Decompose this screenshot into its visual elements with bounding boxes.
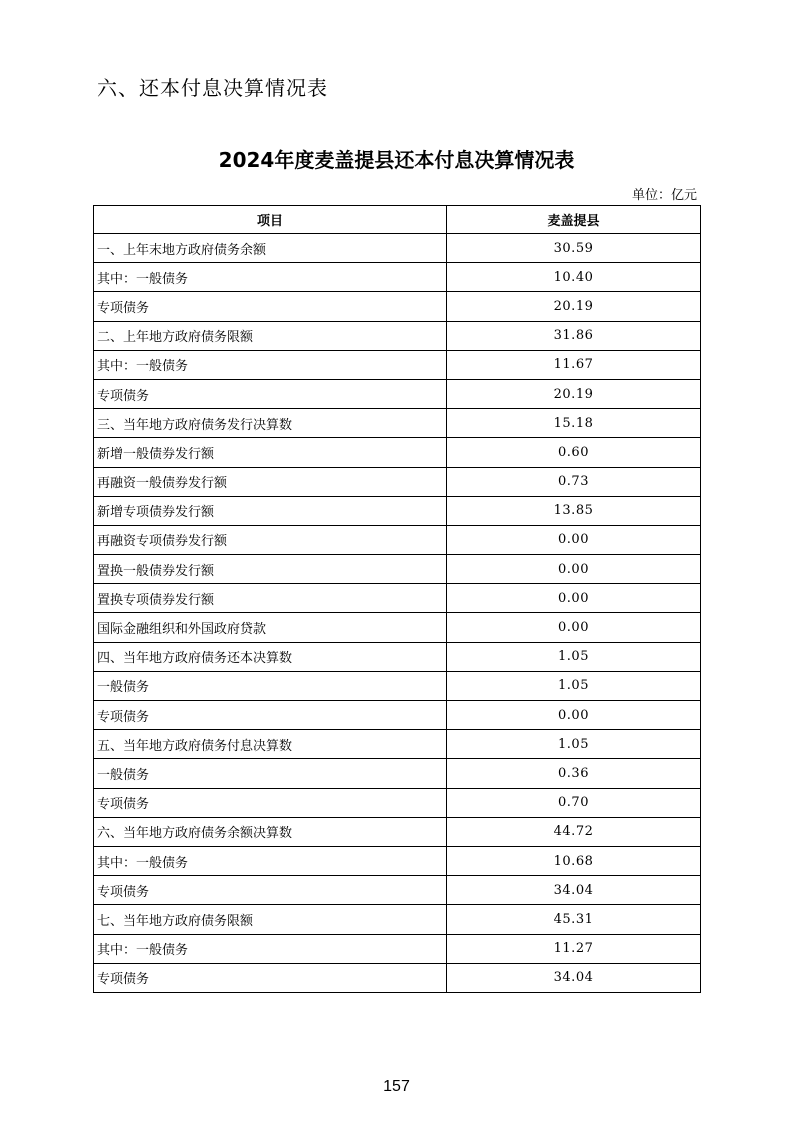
row-value: 13.85: [447, 496, 701, 525]
row-value: 0.73: [447, 467, 701, 496]
table-row: [94, 788, 701, 817]
row-value: 44.72: [447, 817, 701, 846]
table-row: [94, 321, 701, 350]
row-value: 20.19: [447, 379, 701, 408]
row-value: 15.18: [447, 409, 701, 438]
column-header-item: 项目: [94, 206, 447, 234]
page-number: 157: [383, 1078, 410, 1095]
row-item-label: 专项债务: [94, 701, 447, 730]
table-row: [94, 496, 701, 525]
repayment-table: [93, 205, 701, 993]
row-item-label: 三、当年地方政府债务发行决算数: [94, 409, 447, 438]
row-item-label: 其中：一般债务: [94, 846, 447, 875]
row-item-label: 一般债务: [94, 759, 447, 788]
table-body: [94, 234, 701, 993]
table-row: [94, 350, 701, 379]
row-value: 11.67: [447, 350, 701, 379]
table-row: [94, 934, 701, 963]
column-header-county: 麦盖提县: [447, 206, 701, 234]
row-value: 31.86: [447, 321, 701, 350]
row-item-label: 再融资专项债券发行额: [94, 525, 447, 554]
row-item-label: 专项债务: [94, 963, 447, 992]
row-item-label: 其中：一般债务: [94, 263, 447, 292]
table-row: [94, 963, 701, 992]
row-item-label: 国际金融组织和外国政府贷款: [94, 613, 447, 642]
row-value: 0.00: [447, 584, 701, 613]
table-row: [94, 584, 701, 613]
row-item-label: 新增一般债券发行额: [94, 438, 447, 467]
row-value: 30.59: [447, 234, 701, 263]
row-item-label: 专项债务: [94, 379, 447, 408]
table-header-row: [94, 206, 701, 234]
table-row: [94, 730, 701, 759]
table-row: [94, 876, 701, 905]
row-item-label: 置换专项债券发行额: [94, 584, 447, 613]
table-row: [94, 438, 701, 467]
table-row: [94, 701, 701, 730]
row-value: 0.00: [447, 613, 701, 642]
section-heading: 六、还本付息决算情况表: [97, 76, 328, 100]
table-row: [94, 525, 701, 554]
row-value: 10.68: [447, 846, 701, 875]
unit-label: 单位：亿元: [631, 188, 697, 203]
row-item-label: 置换一般债券发行额: [94, 555, 447, 584]
row-value: 34.04: [447, 963, 701, 992]
row-item-label: 专项债务: [94, 876, 447, 905]
table-row: [94, 642, 701, 671]
row-value: 1.05: [447, 642, 701, 671]
table-row: [94, 817, 701, 846]
row-value: 0.00: [447, 701, 701, 730]
row-item-label: 新增专项债券发行额: [94, 496, 447, 525]
table-row: [94, 467, 701, 496]
table-row: [94, 379, 701, 408]
row-item-label: 专项债务: [94, 788, 447, 817]
table-row: [94, 555, 701, 584]
table-row: [94, 263, 701, 292]
table-row: [94, 613, 701, 642]
table-title: 2024年度麦盖提县还本付息决算情况表: [218, 148, 575, 172]
table-row: [94, 905, 701, 934]
row-value: 20.19: [447, 292, 701, 321]
table-row: [94, 759, 701, 788]
table-row: [94, 846, 701, 875]
row-value: 10.40: [447, 263, 701, 292]
row-value: 0.60: [447, 438, 701, 467]
table-row: [94, 292, 701, 321]
table-row: [94, 409, 701, 438]
row-item-label: 七、当年地方政府债务限额: [94, 905, 447, 934]
row-item-label: 再融资一般债券发行额: [94, 467, 447, 496]
row-item-label: 一、上年末地方政府债务余额: [94, 234, 447, 263]
row-value: 34.04: [447, 876, 701, 905]
row-value: 45.31: [447, 905, 701, 934]
row-item-label: 五、当年地方政府债务付息决算数: [94, 730, 447, 759]
row-item-label: 其中：一般债务: [94, 350, 447, 379]
row-item-label: 六、当年地方政府债务余额决算数: [94, 817, 447, 846]
table-row: [94, 671, 701, 700]
row-value: 0.70: [447, 788, 701, 817]
row-item-label: 专项债务: [94, 292, 447, 321]
row-value: 11.27: [447, 934, 701, 963]
row-value: 0.00: [447, 525, 701, 554]
row-value: 0.36: [447, 759, 701, 788]
row-value: 0.00: [447, 555, 701, 584]
row-item-label: 一般债务: [94, 671, 447, 700]
table-row: [94, 234, 701, 263]
row-value: 1.05: [447, 730, 701, 759]
row-value: 1.05: [447, 671, 701, 700]
row-item-label: 二、上年地方政府债务限额: [94, 321, 447, 350]
row-item-label: 其中：一般债务: [94, 934, 447, 963]
row-item-label: 四、当年地方政府债务还本决算数: [94, 642, 447, 671]
